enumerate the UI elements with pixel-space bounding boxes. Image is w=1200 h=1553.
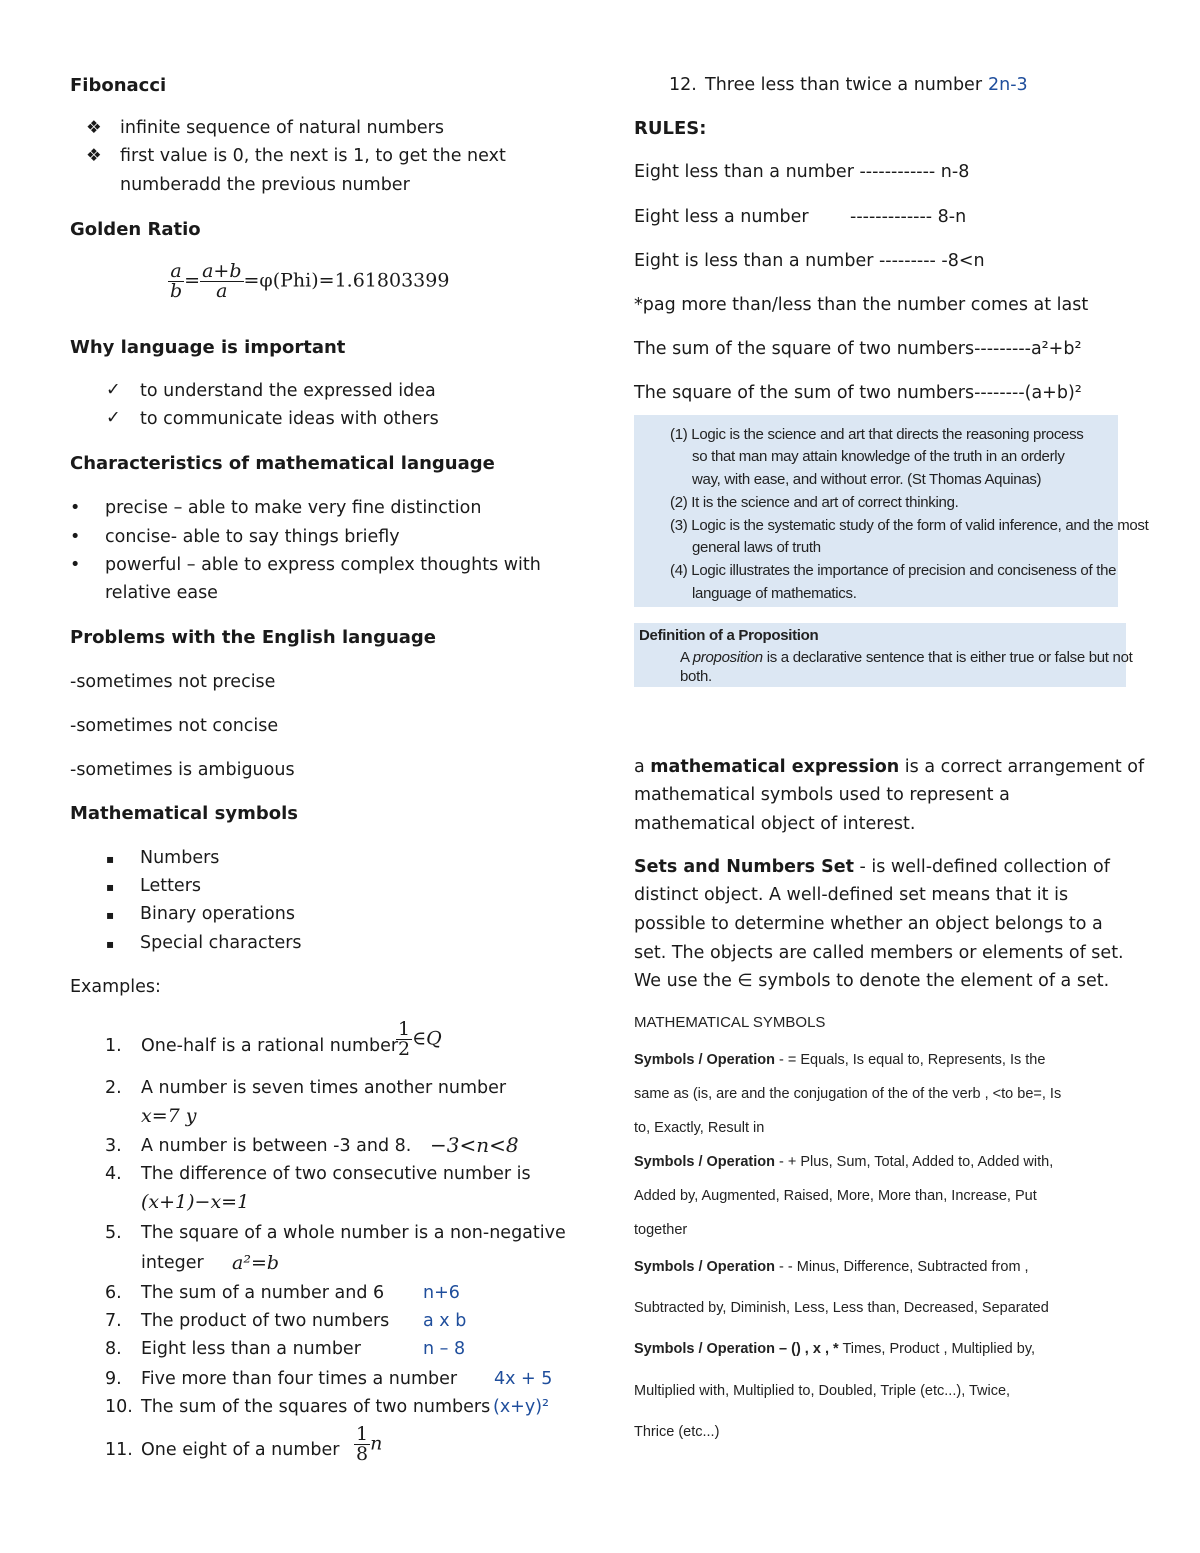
example-number: 4. [105, 1164, 122, 1184]
golden-ratio-formula: $\frac{a}{b}$ = $\frac{a+b}{a}$ =φ(Phi)=1.61803399 [170, 260, 450, 302]
example-answer: a x b [423, 1311, 467, 1331]
logic-line: (2) It is the science and art of correct thinking. [670, 494, 959, 511]
logic-definition-box [634, 415, 1149, 607]
characteristics-item: precise – able to make very fine distinction [105, 498, 482, 518]
proposition-title: Definition of a Proposition [639, 627, 819, 644]
operation-line: Symbols / Operation - + Plus, Sum, Total, Added to, Added with, [634, 1154, 1054, 1170]
example-number: 11. [105, 1440, 133, 1460]
operation-line: Thrice (etc...) [634, 1424, 720, 1440]
logic-line: way, with ease, and without error. (St Thomas Aquinas) [692, 471, 1042, 488]
example-text: The sum of a number and 6 [141, 1283, 385, 1303]
dot-bullet-icon: • [70, 527, 81, 547]
dot-bullet-icon: • [70, 555, 81, 575]
rule-line: Eight less than a number ------------ n-8 [634, 162, 970, 182]
example-number: 6. [105, 1283, 122, 1303]
proposition-line: both. [680, 668, 712, 685]
golden-ratio-heading: Golden Ratio [70, 219, 201, 240]
rule-line: Eight less a number [634, 207, 809, 227]
rule-line: The sum of the square of two numbers---------a²+b² [634, 339, 1082, 359]
operation-line: same as (is, are and the conjugation of the of the verb , <to be=, Is [634, 1086, 1062, 1102]
dot-bullet-icon: • [70, 498, 81, 518]
why-language-heading: Why language is important [70, 337, 346, 358]
diamond-bullet-icon: ❖ [86, 146, 102, 166]
fibonacci-bullet: numberadd the previous number [120, 175, 410, 195]
example-answer: (x+y)² [493, 1397, 550, 1417]
square-bullet-icon: ▪ [106, 852, 115, 866]
why-language-item: to understand the expressed idea [140, 381, 436, 401]
symbols-item: Binary operations [140, 904, 295, 924]
example-text: Three less than twice a number [705, 75, 983, 95]
operation-line: Multiplied with, Multiplied to, Doubled, Triple (etc...), Twice, [634, 1383, 1011, 1399]
logic-line: language of mathematics. [692, 585, 857, 602]
characteristics-item: concise- able to say things briefly [105, 527, 400, 547]
example-number: 10. [105, 1397, 133, 1417]
example-number: 1. [105, 1036, 122, 1056]
symbols-item: Numbers [140, 848, 220, 868]
example-text: The square of a whole number is a non-negative [141, 1223, 566, 1243]
example-text: integer [141, 1253, 204, 1273]
why-language-item: to communicate ideas with others [140, 409, 439, 429]
logic-line: general laws of truth [692, 539, 821, 556]
example-answer: 2n-3 [988, 75, 1028, 95]
logic-line: so that man may attain knowledge of the truth in an orderly [692, 448, 1065, 465]
logic-line: (3) Logic is the systematic study of the form of valid inference, and the most [670, 517, 1149, 534]
example-answer: n – 8 [423, 1339, 466, 1359]
example-text: One eight of a number [141, 1440, 340, 1460]
fibonacci-heading: Fibonacci [70, 75, 167, 96]
example-number: 2. [105, 1078, 122, 1098]
operation-line: Symbols / Operation - = Equals, Is equal to, Represents, Is the [634, 1052, 1046, 1068]
logic-line: (4) Logic illustrates the importance of precision and conciseness of the [670, 562, 1117, 579]
fraction: $\frac{a+b}{a}$ [202, 260, 242, 302]
square-bullet-icon: ▪ [106, 880, 115, 894]
operation-line: together [634, 1222, 688, 1238]
example-number: 8. [105, 1339, 122, 1359]
example-text: The sum of the squares of two numbers [141, 1397, 491, 1417]
example-math: −3<n<8 [430, 1133, 519, 1157]
example-number: 3. [105, 1136, 122, 1156]
rules-heading: RULES: [634, 118, 707, 139]
fibonacci-bullet: infinite sequence of natural numbers [120, 118, 444, 138]
math-symbols-heading: MATHEMATICAL SYMBOLS [634, 1014, 826, 1031]
sets-line: set. The objects are called members or elements of set. [634, 943, 1124, 963]
symbols-heading: Mathematical symbols [70, 803, 298, 824]
sets-line: We use the ∈ symbols to denote the element of a set. [634, 971, 1110, 991]
examples-label: Examples: [70, 977, 161, 997]
problems-item: -sometimes is ambiguous [70, 760, 295, 780]
characteristics-item: relative ease [105, 583, 218, 603]
checkmark-icon: ✓ [106, 408, 121, 428]
example-text: One-half is a rational number [141, 1036, 399, 1056]
example-text: Eight less than a number [141, 1339, 361, 1359]
example-number: 12. [669, 75, 697, 95]
example-answer: n+6 [423, 1283, 460, 1303]
example-number: 5. [105, 1223, 122, 1243]
example-math: $\frac{1}{2}$ ∈Q [398, 1018, 442, 1060]
characteristics-heading: Characteristics of mathematical language [70, 453, 495, 474]
characteristics-item: powerful – able to express complex thoughts with [105, 555, 541, 575]
sets-line: Sets and Numbers Set - is well-defined collection of [634, 857, 1110, 877]
diamond-bullet-icon: ❖ [86, 118, 102, 138]
rule-line: Eight is less than a number --------- -8<n [634, 251, 985, 271]
square-bullet-icon: ▪ [106, 908, 115, 922]
example-number: 9. [105, 1369, 122, 1389]
example-text: Five more than four times a number [141, 1369, 458, 1389]
proposition-line: A proposition is a declarative sentence that is either true or false but not [680, 649, 1133, 666]
operation-line: Added by, Augmented, Raised, More, More than, Increase, Put [634, 1188, 1037, 1204]
example-text: A number is between -3 and 8. [141, 1136, 412, 1156]
sets-line: possible to determine whether an object belongs to a [634, 914, 1103, 934]
checkmark-icon: ✓ [106, 380, 121, 400]
example-answer: 4x + 5 [494, 1369, 553, 1389]
example-text: The difference of two consecutive number is [141, 1164, 531, 1184]
operation-line: Symbols / Operation - - Minus, Difference, Subtracted from , [634, 1259, 1029, 1275]
sets-line: distinct object. A well-defined set means that it is [634, 885, 1069, 905]
problems-item: -sometimes not concise [70, 716, 279, 736]
expression-line: mathematical symbols used to represent a [634, 785, 1010, 805]
square-bullet-icon: ▪ [106, 937, 115, 951]
example-text: The product of two numbers [141, 1311, 390, 1331]
symbols-item: Letters [140, 876, 202, 896]
problems-item: -sometimes not precise [70, 672, 276, 692]
example-math: (x+1)−x=1 [141, 1191, 250, 1213]
example-math: a²=b [232, 1252, 280, 1274]
fibonacci-bullet: first value is 0, the next is 1, to get the next [120, 146, 506, 166]
expression-line: mathematical object of interest. [634, 814, 916, 834]
rule-line: ------------- 8-n [850, 207, 967, 227]
example-math: x=7 y [141, 1105, 197, 1127]
example-text: A number is seven times another number [141, 1078, 507, 1098]
rule-line: *pag more than/less than the number comes at last [634, 295, 1089, 315]
operation-line: Subtracted by, Diminish, Less, Less than, Decreased, Separated [634, 1300, 1049, 1316]
symbols-item: Special characters [140, 933, 302, 953]
operation-line: Symbols / Operation – () , x , * Times, Product , Multiplied by, [634, 1341, 1036, 1357]
fraction: $\frac{a}{b}$ [170, 260, 183, 302]
example-number: 7. [105, 1311, 122, 1331]
proposition-definition-box [634, 623, 1133, 687]
expression-line: a mathematical expression is a correct arrangement of [634, 757, 1145, 777]
logic-line: (1) Logic is the science and art that directs the reasoning process [670, 426, 1084, 443]
rule-line: The square of the sum of two numbers--------(a+b)² [634, 383, 1082, 403]
example-math: $\frac{1}{8}$ n [356, 1423, 383, 1465]
operation-line: to, Exactly, Result in [634, 1120, 765, 1136]
problems-heading: Problems with the English language [70, 627, 437, 648]
